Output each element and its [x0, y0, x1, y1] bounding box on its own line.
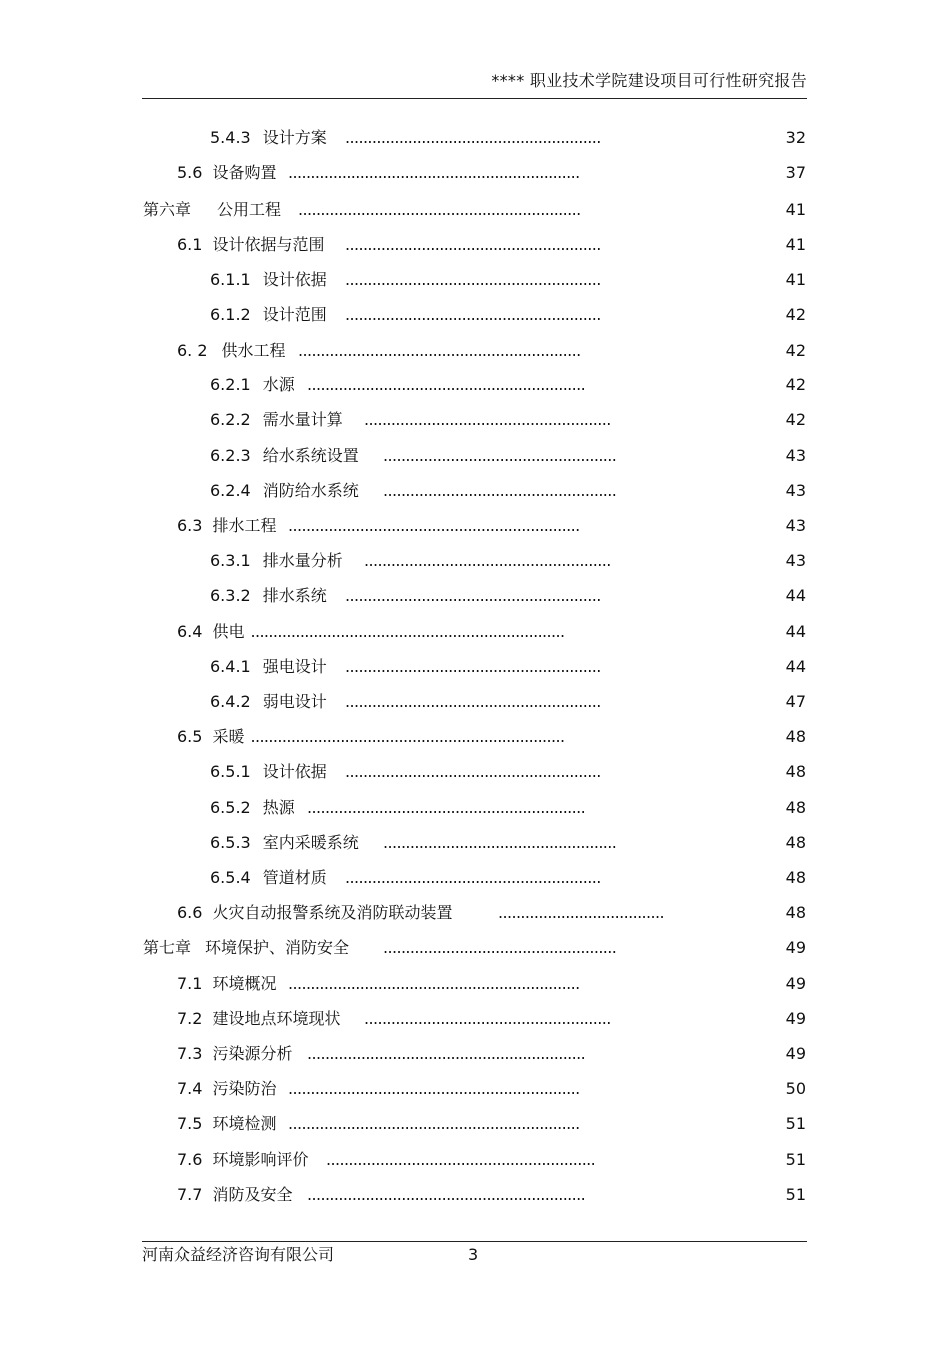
toc-entry [210, 373, 586, 397]
dot-leader: ......................................................... [345, 235, 601, 254]
toc-entry-title: 采暖 [212, 727, 245, 746]
toc-entry-number: 6.1.1 [210, 270, 251, 289]
toc-entry [210, 549, 611, 573]
dot-leader: ...................................................................... [250, 622, 565, 641]
toc-entry-number: 6.2.4 [210, 481, 251, 500]
toc-entry [177, 901, 664, 925]
toc-page-number: 42 [785, 305, 806, 324]
toc-page-number: 49 [785, 938, 806, 957]
footer-divider [142, 1241, 807, 1242]
toc-entry [210, 303, 601, 327]
toc-entry-title: 水源 [262, 375, 295, 394]
dot-leader: ......................................................... [345, 762, 601, 781]
toc-page-number: 42 [785, 341, 806, 360]
dot-leader: ................................................................. [288, 1079, 580, 1098]
toc-entry-title: 火灾自动报警系统及消防联动装置 [212, 903, 453, 922]
toc-entry [210, 444, 617, 468]
toc-entry-title: 设计方案 [262, 128, 327, 147]
toc-entry-number: 6.4 [177, 622, 203, 641]
toc-page-number: 48 [785, 833, 806, 852]
toc-entry-number: 5.4.3 [210, 128, 251, 147]
toc-page-number: 51 [785, 1150, 806, 1169]
dot-leader: ......................................................... [345, 657, 601, 676]
toc-entry-number: 6.2.1 [210, 375, 251, 394]
toc-entry-number: 6.4.1 [210, 657, 251, 676]
toc-entry-title: 设计范围 [262, 305, 327, 324]
toc-entry-title: 消防及安全 [212, 1185, 293, 1204]
toc-entry-number: 6.2.2 [210, 410, 251, 429]
dot-leader: ................................................................. [288, 1114, 580, 1133]
toc-entry-number: 6. 2 [177, 341, 208, 360]
toc-entry-title: 给水系统设置 [262, 446, 359, 465]
toc-page-number: 41 [785, 270, 806, 289]
toc-page-number: 44 [785, 657, 806, 676]
toc-entry-number: 6.5.4 [210, 868, 251, 887]
toc-entry-title: 排水系统 [262, 586, 327, 605]
dot-leader: ......................................................... [345, 692, 601, 711]
toc-entry-title: 需水量计算 [262, 410, 343, 429]
toc-page-number: 48 [785, 727, 806, 746]
toc-page-number: 48 [785, 868, 806, 887]
toc-entry [177, 972, 580, 996]
toc-entry-title: 环境保护、消防安全 [205, 938, 350, 957]
toc-entry [177, 1148, 596, 1172]
toc-entry [177, 725, 565, 749]
toc-entry [210, 760, 601, 784]
toc-entry [177, 1077, 580, 1101]
dot-leader: .................................................... [383, 833, 617, 852]
toc-entry [143, 936, 617, 960]
toc-entry-title: 供电 [212, 622, 245, 641]
toc-entry-number: 第六章 [143, 200, 192, 219]
dot-leader: .................................................... [383, 481, 617, 500]
toc-entry-number: 7.6 [177, 1150, 203, 1169]
toc-entry [177, 514, 580, 538]
toc-entry-title: 设备购置 [212, 163, 277, 182]
toc-entry-number: 5.6 [177, 163, 203, 182]
toc-entry-number: 第七章 [143, 938, 192, 957]
toc-page-number: 43 [785, 446, 806, 465]
toc-page-number: 42 [785, 375, 806, 394]
toc-entry-number: 6.6 [177, 903, 203, 922]
toc-entry [210, 690, 601, 714]
toc-entry-title: 污染防治 [212, 1079, 277, 1098]
dot-leader: .............................................................. [307, 375, 586, 394]
toc-page-number: 44 [785, 586, 806, 605]
toc-entry-title: 设计依据 [262, 762, 327, 781]
toc-entry-title: 污染源分析 [212, 1044, 293, 1063]
toc-entry-number: 6.4.2 [210, 692, 251, 711]
toc-page-number: 37 [785, 163, 806, 182]
toc-entry-number: 6.5.2 [210, 798, 251, 817]
toc-entry [177, 1183, 586, 1207]
dot-leader: ................................................................. [288, 516, 580, 535]
dot-leader: ......................................................... [345, 128, 601, 147]
toc-entry [210, 268, 601, 292]
toc-entry-number: 7.3 [177, 1044, 203, 1063]
dot-leader: ......................................................... [345, 868, 601, 887]
toc-entry [177, 233, 601, 257]
toc-entry [210, 655, 601, 679]
dot-leader: ......................................................... [345, 586, 601, 605]
dot-leader: .............................................................. [307, 1185, 586, 1204]
toc-page-number: 41 [785, 235, 806, 254]
toc-entry-number: 7.4 [177, 1079, 203, 1098]
dot-leader: ............................................................... [298, 200, 581, 219]
toc-page-number: 50 [785, 1079, 806, 1098]
toc-entry-title: 管道材质 [262, 868, 327, 887]
toc-entry [177, 1112, 580, 1136]
dot-leader: ................................................................. [288, 974, 580, 993]
footer-page-number: 3 [468, 1245, 479, 1264]
dot-leader: ....................................................... [364, 410, 611, 429]
dot-leader: .............................................................. [307, 798, 586, 817]
toc-entry [143, 198, 581, 222]
toc-page-number: 47 [785, 692, 806, 711]
dot-leader: ............................................................... [298, 341, 581, 360]
toc-entry-number: 6.1 [177, 235, 203, 254]
toc-entry-number: 6.2.3 [210, 446, 251, 465]
toc-entry-number: 6.3.1 [210, 551, 251, 570]
toc-entry [177, 339, 581, 363]
toc-entry-number: 6.5 [177, 727, 203, 746]
toc-page-number: 43 [785, 551, 806, 570]
toc-entry-title: 弱电设计 [262, 692, 327, 711]
toc-page-number: 48 [785, 798, 806, 817]
toc-entry-title: 建设地点环境现状 [212, 1009, 341, 1028]
toc-entry-number: 6.3 [177, 516, 203, 535]
toc-page-number: 49 [785, 1009, 806, 1028]
toc-page-number: 49 [785, 974, 806, 993]
toc-entry [177, 620, 565, 644]
toc-entry [210, 408, 611, 432]
toc-page-number: 32 [785, 128, 806, 147]
toc-page-number: 42 [785, 410, 806, 429]
toc-entry-title: 消防给水系统 [262, 481, 359, 500]
toc-entry-title: 公用工程 [217, 200, 282, 219]
toc-entry-title: 环境检测 [212, 1114, 277, 1133]
footer-company: 河南众益经济咨询有限公司 [142, 1245, 335, 1264]
dot-leader: ................................................................. [288, 163, 580, 182]
toc-entry-title: 环境概况 [212, 974, 277, 993]
toc-entry-number: 6.5.3 [210, 833, 251, 852]
toc-entry-title: 供水工程 [221, 341, 286, 360]
toc-page-number: 44 [785, 622, 806, 641]
dot-leader: ......................................................... [345, 305, 601, 324]
dot-leader: ...................................................................... [250, 727, 565, 746]
header-title: **** 职业技术学院建设项目可行性研究报告 [491, 71, 807, 90]
toc-entry-title: 设计依据 [262, 270, 327, 289]
toc-entry [177, 1042, 586, 1066]
toc-entry-title: 设计依据与范围 [212, 235, 325, 254]
toc-entry-title: 室内采暖系统 [262, 833, 359, 852]
toc-entry-number: 7.7 [177, 1185, 203, 1204]
toc-page-number: 51 [785, 1185, 806, 1204]
toc-entry-number: 7.5 [177, 1114, 203, 1133]
dot-leader: .................................................... [383, 938, 617, 957]
dot-leader: ......................................................... [345, 270, 601, 289]
toc-page-number: 43 [785, 516, 806, 535]
toc-page-number: 49 [785, 1044, 806, 1063]
dot-leader: ..................................... [498, 903, 664, 922]
toc-entry [177, 161, 580, 185]
toc-entry [210, 796, 586, 820]
toc-entry [210, 584, 601, 608]
toc-page-number: 48 [785, 762, 806, 781]
toc-page-number: 43 [785, 481, 806, 500]
dot-leader: ....................................................... [364, 1009, 611, 1028]
toc-page-number: 51 [785, 1114, 806, 1133]
toc-entry [210, 126, 601, 150]
toc-entry [177, 1007, 611, 1031]
dot-leader: ............................................................ [326, 1150, 596, 1169]
dot-leader: .................................................... [383, 446, 617, 465]
toc-entry-title: 环境影响评价 [212, 1150, 309, 1169]
toc-entry-title: 强电设计 [262, 657, 327, 676]
dot-leader: .............................................................. [307, 1044, 586, 1063]
toc-entry [210, 831, 617, 855]
toc-entry-title: 排水工程 [212, 516, 277, 535]
toc-entry-number: 6.3.2 [210, 586, 251, 605]
toc-entry [210, 866, 601, 890]
toc-page-number: 48 [785, 903, 806, 922]
toc-entry-title: 热源 [262, 798, 295, 817]
toc-entry-number: 7.2 [177, 1009, 203, 1028]
toc-entry-number: 6.5.1 [210, 762, 251, 781]
toc-entry-number: 6.1.2 [210, 305, 251, 324]
toc-entry [210, 479, 617, 503]
toc-page-number: 41 [785, 200, 806, 219]
toc-entry-number: 7.1 [177, 974, 203, 993]
dot-leader: ....................................................... [364, 551, 611, 570]
toc-entry-title: 排水量分析 [262, 551, 343, 570]
